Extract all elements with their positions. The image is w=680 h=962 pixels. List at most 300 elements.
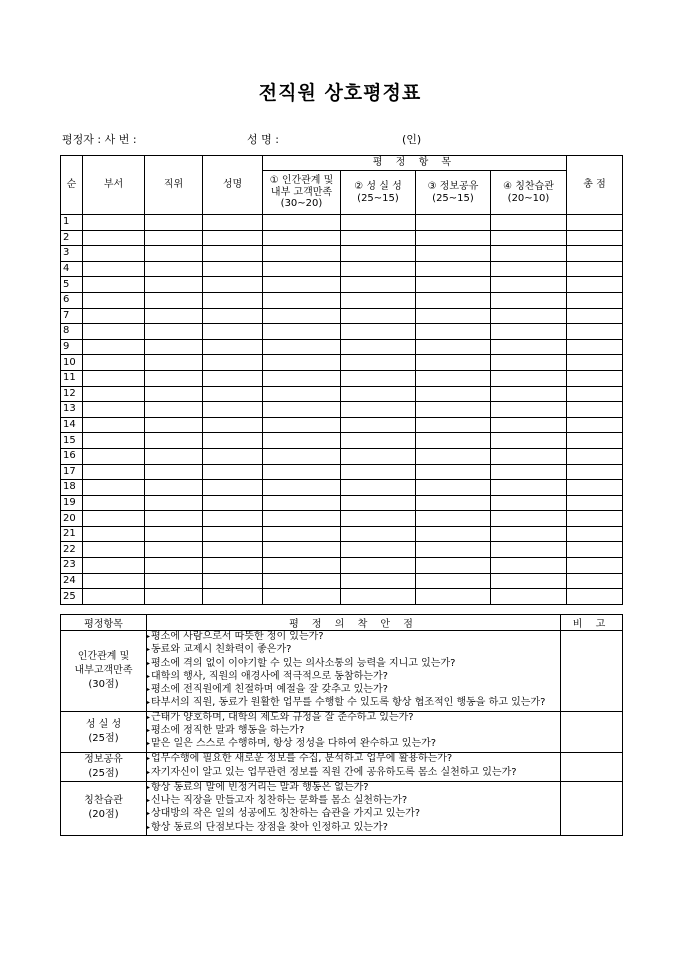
score-cell[interactable] [567, 526, 623, 542]
score-cell[interactable] [491, 402, 567, 418]
score-cell[interactable] [491, 386, 567, 402]
score-cell[interactable] [263, 370, 341, 386]
score-cell[interactable] [416, 324, 491, 340]
header-total: 총 점 [567, 156, 623, 215]
score-cell[interactable] [491, 558, 567, 574]
criteria-header-points: 평 정 의 착 안 점 [147, 615, 561, 631]
row-number: 14 [61, 417, 83, 433]
score-cell[interactable] [203, 495, 263, 511]
category-name: 정보공유 [84, 753, 123, 765]
score-cell[interactable] [341, 308, 416, 324]
score-cell[interactable] [263, 324, 341, 340]
score-cell[interactable] [83, 448, 145, 464]
remark-cell[interactable] [561, 711, 623, 752]
score-cell[interactable] [416, 589, 491, 605]
score-cell[interactable] [491, 230, 567, 246]
score-cell[interactable] [145, 573, 203, 589]
score-cell[interactable] [83, 526, 145, 542]
score-cell[interactable] [83, 230, 145, 246]
score-cell[interactable] [491, 370, 567, 386]
table-row [61, 448, 623, 464]
score-cell[interactable] [83, 433, 145, 449]
score-cell[interactable] [263, 573, 341, 589]
table-row [61, 402, 623, 418]
score-cell[interactable] [567, 292, 623, 308]
score-cell[interactable] [203, 324, 263, 340]
table-row [61, 511, 623, 527]
criteria-table [60, 614, 623, 836]
score-cell[interactable] [416, 386, 491, 402]
score-cell[interactable] [341, 542, 416, 558]
score-cell[interactable] [341, 480, 416, 496]
criteria-list-praise [147, 781, 561, 835]
score-cell[interactable] [263, 417, 341, 433]
score-cell[interactable] [145, 480, 203, 496]
score-cell[interactable] [341, 402, 416, 418]
score-cell[interactable] [416, 511, 491, 527]
score-cell[interactable] [567, 589, 623, 605]
evaluation-rows [61, 215, 623, 605]
score-cell[interactable] [491, 433, 567, 449]
score-cell[interactable] [416, 261, 491, 277]
evaluator-info [62, 131, 622, 147]
score-cell[interactable] [567, 308, 623, 324]
score-cell[interactable] [263, 386, 341, 402]
score-cell[interactable] [567, 480, 623, 496]
score-cell[interactable] [491, 417, 567, 433]
score-cell[interactable] [341, 386, 416, 402]
header-item-info-sharing [416, 171, 491, 215]
score-cell[interactable] [203, 230, 263, 246]
table-row [61, 433, 623, 449]
score-cell[interactable] [145, 558, 203, 574]
score-cell[interactable] [145, 433, 203, 449]
score-cell[interactable] [145, 261, 203, 277]
criteria-header-item: 평정항목 [61, 615, 147, 631]
score-cell[interactable] [83, 339, 145, 355]
score-cell[interactable] [416, 292, 491, 308]
score-cell[interactable] [416, 215, 491, 231]
score-cell[interactable] [491, 324, 567, 340]
header-item-relationship-range: (30~20) [280, 198, 323, 210]
score-cell[interactable] [567, 355, 623, 371]
table-row [61, 526, 623, 542]
score-cell[interactable] [145, 386, 203, 402]
score-cell[interactable] [416, 308, 491, 324]
table-row [61, 573, 623, 589]
score-cell[interactable] [491, 526, 567, 542]
score-cell[interactable] [203, 589, 263, 605]
score-cell[interactable] [341, 573, 416, 589]
evaluator-id-label: 평정자 : 사 번 : [62, 133, 137, 146]
score-cell[interactable] [491, 246, 567, 262]
table-row [61, 277, 623, 293]
score-cell[interactable] [341, 448, 416, 464]
score-cell[interactable] [567, 261, 623, 277]
score-cell[interactable] [203, 339, 263, 355]
score-cell[interactable] [145, 511, 203, 527]
score-cell[interactable] [83, 261, 145, 277]
score-cell[interactable] [567, 433, 623, 449]
score-cell[interactable] [83, 277, 145, 293]
criteria-category-relationship [61, 631, 147, 712]
score-cell[interactable] [203, 308, 263, 324]
criteria-item: ▸ 타부서의 직원, 동료가 원활한 업무를 수행할 수 있도록 항상 협조적인 행동을 하고 있는가? [147, 697, 560, 710]
score-cell[interactable] [416, 448, 491, 464]
score-cell[interactable] [263, 511, 341, 527]
score-cell[interactable] [416, 480, 491, 496]
score-cell[interactable] [341, 370, 416, 386]
score-cell[interactable] [203, 277, 263, 293]
score-cell[interactable] [203, 246, 263, 262]
score-cell[interactable] [203, 573, 263, 589]
score-cell[interactable] [145, 355, 203, 371]
score-cell[interactable] [83, 246, 145, 262]
score-cell[interactable] [263, 339, 341, 355]
score-cell[interactable] [567, 370, 623, 386]
criteria-item: ▸ 맡은 일은 스스로 수행하며, 항상 정성을 다하여 완수하고 있는가? [147, 738, 560, 751]
score-cell[interactable] [145, 526, 203, 542]
table-row [61, 261, 623, 277]
score-cell[interactable] [263, 464, 341, 480]
score-cell[interactable] [567, 495, 623, 511]
score-cell[interactable] [567, 215, 623, 231]
criteria-item: ▸ 평소에 정직한 말과 행동을 하는가? [147, 725, 560, 738]
score-cell[interactable] [341, 292, 416, 308]
score-cell[interactable] [491, 215, 567, 231]
score-cell[interactable] [567, 558, 623, 574]
score-cell[interactable] [263, 215, 341, 231]
category-points: (30점) [88, 678, 119, 690]
score-cell[interactable] [203, 215, 263, 231]
score-cell[interactable] [416, 402, 491, 418]
score-cell[interactable] [145, 339, 203, 355]
score-cell[interactable] [263, 308, 341, 324]
score-cell[interactable] [416, 230, 491, 246]
score-cell[interactable] [145, 464, 203, 480]
score-cell[interactable] [203, 417, 263, 433]
score-cell[interactable] [83, 292, 145, 308]
score-cell[interactable] [263, 558, 341, 574]
score-cell[interactable] [203, 558, 263, 574]
score-cell[interactable] [203, 355, 263, 371]
table-row [61, 386, 623, 402]
row-number: 23 [61, 558, 83, 574]
score-cell[interactable] [83, 402, 145, 418]
table-row [61, 339, 623, 355]
row-number: 25 [61, 589, 83, 605]
row-number: 16 [61, 448, 83, 464]
score-cell[interactable] [416, 542, 491, 558]
score-cell[interactable] [341, 589, 416, 605]
score-cell[interactable] [83, 542, 145, 558]
header-item-sincerity-range: (25~15) [357, 192, 399, 204]
score-cell[interactable] [145, 448, 203, 464]
score-cell[interactable] [203, 292, 263, 308]
score-cell[interactable] [567, 324, 623, 340]
remark-cell[interactable] [561, 631, 623, 712]
score-cell[interactable] [567, 417, 623, 433]
row-number: 18 [61, 480, 83, 496]
score-cell[interactable] [567, 277, 623, 293]
score-cell[interactable] [263, 355, 341, 371]
evaluator-seal: (인) [402, 133, 422, 146]
criteria-list-relationship [147, 631, 561, 712]
score-cell[interactable] [491, 511, 567, 527]
score-cell[interactable] [145, 230, 203, 246]
score-cell[interactable] [83, 589, 145, 605]
score-cell[interactable] [203, 386, 263, 402]
score-cell[interactable] [416, 246, 491, 262]
header-item-praise [491, 171, 567, 215]
score-cell[interactable] [83, 355, 145, 371]
table-row [61, 417, 623, 433]
row-number: 13 [61, 402, 83, 418]
score-cell[interactable] [203, 511, 263, 527]
score-cell[interactable] [491, 495, 567, 511]
criteria-item: ▸ 자기자신이 알고 있는 업무관련 정보를 직원 간에 공유하도록 몸소 실천하고 있는가? [147, 767, 560, 780]
score-cell[interactable] [341, 526, 416, 542]
score-cell[interactable] [416, 573, 491, 589]
score-cell[interactable] [491, 542, 567, 558]
score-cell[interactable] [145, 370, 203, 386]
criteria-item: ▸ 상대방의 작은 일의 성공에도 칭찬하는 습관을 가지고 있는가? [147, 808, 560, 821]
row-number: 1 [61, 215, 83, 231]
score-cell[interactable] [83, 370, 145, 386]
header-item-info-sharing-label: ③ 정보공유 [427, 181, 479, 192]
score-cell[interactable] [203, 433, 263, 449]
score-cell[interactable] [416, 526, 491, 542]
score-cell[interactable] [416, 277, 491, 293]
header-no: 순 [61, 156, 83, 215]
score-cell[interactable] [263, 277, 341, 293]
score-cell[interactable] [341, 433, 416, 449]
score-cell[interactable] [491, 589, 567, 605]
score-cell[interactable] [567, 573, 623, 589]
table-row [61, 542, 623, 558]
score-cell[interactable] [567, 246, 623, 262]
score-cell[interactable] [263, 230, 341, 246]
score-cell[interactable] [567, 511, 623, 527]
score-cell[interactable] [145, 402, 203, 418]
category-name-l1: 인간관계 및 [77, 650, 130, 662]
score-cell[interactable] [567, 386, 623, 402]
criteria-header-remark: 비 고 [561, 615, 623, 631]
row-number: 6 [61, 292, 83, 308]
category-name-l2: 내부고객만족 [74, 664, 133, 676]
score-cell[interactable] [491, 261, 567, 277]
score-cell[interactable] [203, 402, 263, 418]
criteria-item: ▸ 신나는 직장을 만들고자 칭찬하는 문화를 몸소 실천하는가? [147, 795, 560, 808]
category-points: (20점) [88, 809, 119, 821]
criteria-item: ▸ 대학의 행사, 직원의 애경사에 적극적으로 동참하는가? [147, 671, 560, 684]
page-title: 전직원 상호평정표 [258, 82, 422, 104]
header-item-praise-range: (20~10) [507, 192, 550, 204]
score-cell[interactable] [341, 355, 416, 371]
score-cell[interactable] [491, 448, 567, 464]
table-row [61, 246, 623, 262]
score-cell[interactable] [203, 526, 263, 542]
score-cell[interactable] [83, 324, 145, 340]
score-cell[interactable] [416, 355, 491, 371]
score-cell[interactable] [145, 589, 203, 605]
criteria-item: ▸ 항상 동료의 말에 빈정거리는 말과 행동은 없는가? [147, 782, 560, 795]
score-cell[interactable] [491, 339, 567, 355]
criteria-item: ▸ 업무수행에 필요한 새로운 정보를 수집, 분석하고 업무에 활용하는가? [147, 753, 560, 766]
criteria-item: ▸ 평소에 사람으로서 따뜻한 정이 있는가? [147, 631, 560, 644]
remark-cell[interactable] [561, 752, 623, 781]
row-number: 15 [61, 433, 83, 449]
score-cell[interactable] [416, 370, 491, 386]
score-cell[interactable] [491, 573, 567, 589]
row-number: 5 [61, 277, 83, 293]
score-cell[interactable] [263, 402, 341, 418]
category-points: (25점) [88, 767, 119, 779]
score-cell[interactable] [341, 495, 416, 511]
score-cell[interactable] [145, 495, 203, 511]
score-cell[interactable] [145, 324, 203, 340]
score-cell[interactable] [145, 308, 203, 324]
table-row [61, 355, 623, 371]
score-cell[interactable] [567, 339, 623, 355]
row-number: 7 [61, 308, 83, 324]
score-cell[interactable] [341, 339, 416, 355]
criteria-item: ▸ 평소에 격의 없이 이야기할 수 있는 의사소통의 능력을 지니고 있는가? [147, 658, 560, 671]
score-cell[interactable] [263, 246, 341, 262]
score-cell[interactable] [567, 402, 623, 418]
score-cell[interactable] [341, 215, 416, 231]
row-number: 21 [61, 526, 83, 542]
score-cell[interactable] [263, 589, 341, 605]
row-number: 4 [61, 261, 83, 277]
header-item-praise-label: ④ 칭찬습관 [503, 181, 554, 192]
row-number: 2 [61, 230, 83, 246]
score-cell[interactable] [263, 448, 341, 464]
score-cell[interactable] [567, 230, 623, 246]
score-cell[interactable] [567, 542, 623, 558]
score-cell[interactable] [416, 417, 491, 433]
score-cell[interactable] [83, 495, 145, 511]
score-cell[interactable] [83, 215, 145, 231]
score-cell[interactable] [263, 292, 341, 308]
table-row [61, 308, 623, 324]
score-cell[interactable] [491, 355, 567, 371]
header-position: 직위 [145, 156, 203, 215]
score-cell[interactable] [491, 308, 567, 324]
evaluator-name-label: 성 명 : [247, 133, 279, 146]
score-cell[interactable] [341, 324, 416, 340]
criteria-category-info-sharing [61, 752, 147, 781]
table-row [61, 370, 623, 386]
score-cell[interactable] [203, 448, 263, 464]
score-cell[interactable] [263, 495, 341, 511]
score-cell[interactable] [341, 417, 416, 433]
header-item-info-sharing-range: (25~15) [432, 192, 474, 204]
criteria-item: ▸ 평소에 전직원에게 친절하며 예절을 잘 갖추고 있는가? [147, 684, 560, 697]
criteria-list-info-sharing [147, 752, 561, 781]
row-number: 24 [61, 573, 83, 589]
score-cell[interactable] [263, 526, 341, 542]
score-cell[interactable] [341, 230, 416, 246]
score-cell[interactable] [341, 511, 416, 527]
score-cell[interactable] [491, 480, 567, 496]
score-cell[interactable] [263, 480, 341, 496]
score-cell[interactable] [341, 558, 416, 574]
score-cell[interactable] [416, 339, 491, 355]
table-row [61, 589, 623, 605]
score-cell[interactable] [491, 464, 567, 480]
header-evaluation-items: 평 정 항 목 [263, 156, 567, 171]
score-cell[interactable] [341, 464, 416, 480]
score-cell[interactable] [341, 246, 416, 262]
row-number: 11 [61, 370, 83, 386]
row-number: 17 [61, 464, 83, 480]
score-cell[interactable] [416, 433, 491, 449]
evaluation-table [60, 155, 623, 605]
score-cell[interactable] [83, 308, 145, 324]
score-cell[interactable] [203, 370, 263, 386]
score-cell[interactable] [83, 386, 145, 402]
criteria-item: ▸ 항상 동료의 단점보다는 장점을 찾아 인정하고 있는가? [147, 822, 560, 835]
score-cell[interactable] [145, 292, 203, 308]
header-item-sincerity-label: ② 성 실 성 [354, 181, 402, 192]
score-cell[interactable] [491, 292, 567, 308]
score-cell[interactable] [203, 464, 263, 480]
criteria-item: ▸ 근태가 양호하며, 대학의 제도와 규정을 잘 준수하고 있는가? [147, 712, 560, 725]
score-cell[interactable] [83, 464, 145, 480]
score-cell[interactable] [341, 261, 416, 277]
row-number: 12 [61, 386, 83, 402]
table-row [61, 495, 623, 511]
score-cell[interactable] [83, 573, 145, 589]
criteria-category-praise [61, 781, 147, 835]
score-cell[interactable] [145, 542, 203, 558]
header-name: 성명 [203, 156, 263, 215]
criteria-category-sincerity [61, 711, 147, 752]
score-cell[interactable] [416, 558, 491, 574]
row-number: 3 [61, 246, 83, 262]
score-cell[interactable] [416, 495, 491, 511]
score-cell[interactable] [203, 261, 263, 277]
row-number: 20 [61, 511, 83, 527]
score-cell[interactable] [83, 511, 145, 527]
row-number: 10 [61, 355, 83, 371]
table-row [61, 324, 623, 340]
score-cell[interactable] [491, 277, 567, 293]
score-cell[interactable] [203, 542, 263, 558]
score-cell[interactable] [145, 215, 203, 231]
score-cell[interactable] [83, 417, 145, 433]
score-cell[interactable] [145, 246, 203, 262]
category-name: 칭찬습관 [84, 795, 123, 807]
criteria-item: ▸ 동료와 교제시 친화력이 좋은가? [147, 644, 560, 657]
score-cell[interactable] [145, 277, 203, 293]
score-cell[interactable] [203, 480, 263, 496]
score-cell[interactable] [83, 480, 145, 496]
score-cell[interactable] [567, 448, 623, 464]
score-cell[interactable] [83, 558, 145, 574]
score-cell[interactable] [263, 261, 341, 277]
remark-cell[interactable] [561, 781, 623, 835]
score-cell[interactable] [416, 464, 491, 480]
score-cell[interactable] [341, 277, 416, 293]
score-cell[interactable] [263, 542, 341, 558]
score-cell[interactable] [263, 433, 341, 449]
table-row [61, 230, 623, 246]
score-cell[interactable] [567, 464, 623, 480]
score-cell[interactable] [145, 417, 203, 433]
table-row [61, 464, 623, 480]
